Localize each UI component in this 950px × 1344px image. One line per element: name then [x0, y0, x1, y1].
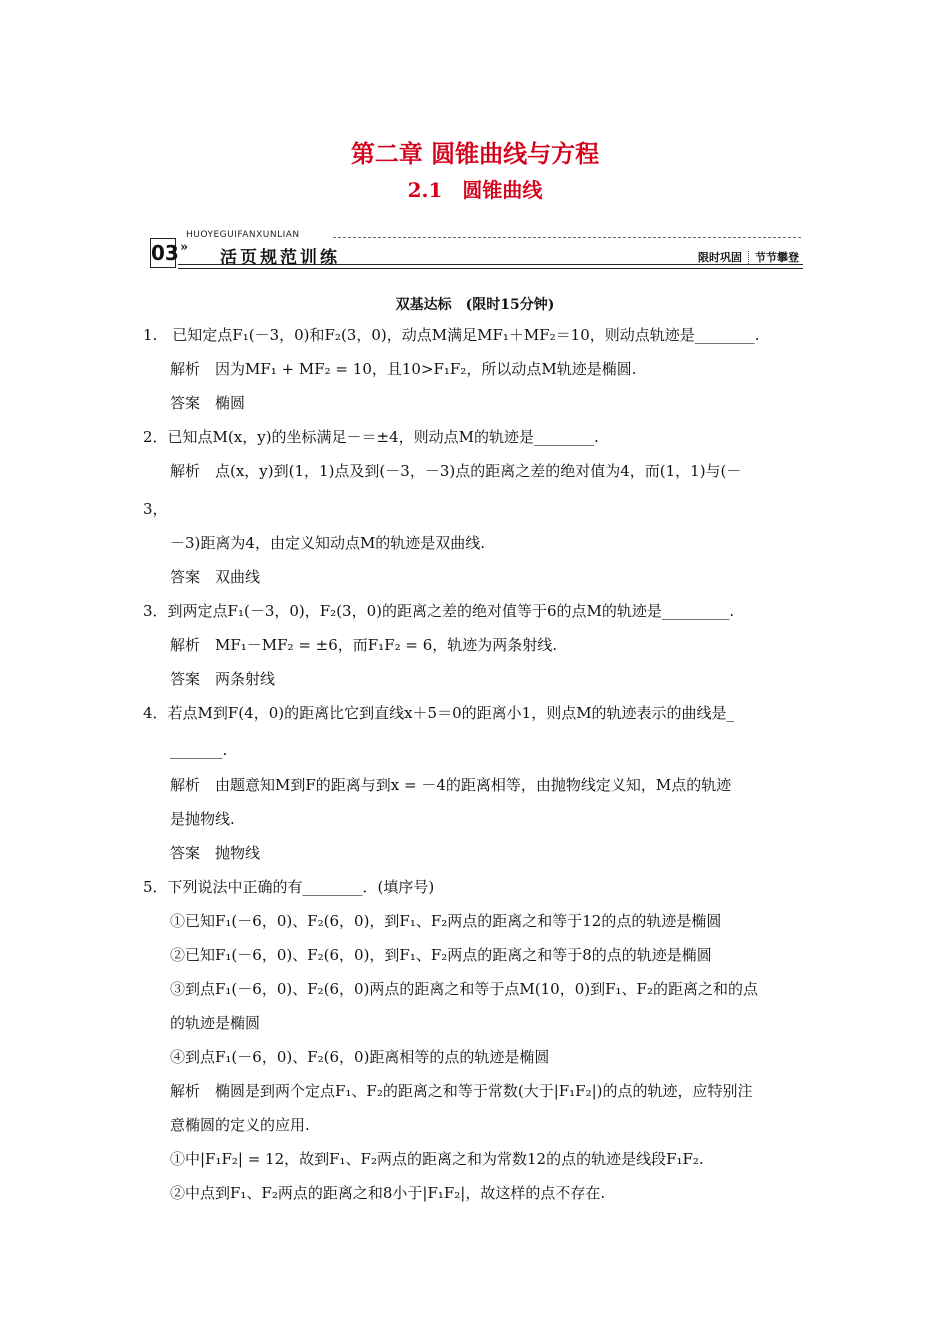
- analysis-2: 解析 点(x，y)到(1，1)点及到(－3，－3)点的距离之差的绝对值为4，而(1，1)与(－: [170, 462, 742, 480]
- question-3: 3．到两定点F₁(－3，0)，F₂(3，0)的距离之差的绝对值等于6的点M的轨迹是_________.: [143, 602, 735, 620]
- banner-tagline-right: 节节攀登: [755, 251, 799, 264]
- banner-rule: [178, 264, 803, 265]
- analysis-5-item-2: ②中点到F₁、F₂两点的距离之和8小于|F₁F₂|，故这样的点不存在.: [170, 1184, 606, 1202]
- answer-1: 答案 椭圆: [170, 394, 246, 412]
- answer-2: 答案 双曲线: [170, 568, 261, 586]
- banner-caption: HUOYEGUIFANXUNLIAN: [186, 230, 300, 240]
- analysis-5-cont: 意椭圆的定义的应用.: [170, 1116, 310, 1134]
- analysis-2-cont: －3)距离为4，由定义知动点M的轨迹是双曲线.: [170, 534, 486, 552]
- answer-4: 答案 抛物线: [170, 844, 261, 862]
- analysis-5-item-1: ①中|F₁F₂| = 12，故到F₁、F₂两点的距离之和为常数12的点的轨迹是线段F₁F₂.: [170, 1150, 704, 1168]
- option-3-cont: 的轨迹是椭圆: [170, 1014, 261, 1032]
- banner-title: 活页规范训练: [220, 248, 340, 268]
- exercise-banner: [148, 230, 803, 270]
- chapter-title: 第二章 圆锥曲线与方程: [350, 139, 600, 168]
- option-2: ②已知F₁(－6，0)、F₂(6，0)，到F₁、F₂两点的距离之和等于8的点的轨迹是椭圆: [170, 946, 712, 964]
- analysis-4: 解析 由题意知M到F的距离与到x = －4的距离相等，由抛物线定义知，M点的轨迹: [170, 776, 732, 794]
- question-5: 5．下列说法中正确的有________．(填序号): [143, 878, 435, 896]
- section-title: 2.1 圆锥曲线: [407, 178, 543, 202]
- option-1: ①已知F₁(－6，0)、F₂(6，0)，到F₁、F₂两点的距离之和等于12的点的轨迹是椭圆: [170, 912, 722, 930]
- question-4: 4．若点M到F(4，0)的距离比它到直线x＋5＝0的距离小1，则点M的轨迹表示的曲线是_: [143, 704, 735, 722]
- analysis-3: 解析 MF₁－MF₂ = ±6，而F₁F₂ = 6，轨迹为两条射线.: [170, 636, 558, 654]
- banner-rule-thin: [178, 268, 803, 269]
- analysis-5: 解析 椭圆是到两个定点F₁、F₂的距离之和等于常数(大于|F₁F₂|)的点的轨迹，应特别注: [170, 1082, 753, 1100]
- double-arrow-icon: »: [180, 240, 189, 255]
- question-1: 1. 已知定点F₁(－3，0)和F₂(3，0)，动点M满足MF₁＋MF₂＝10，则动点轨迹是________.: [143, 326, 760, 344]
- analysis-4-cont: 是抛物线.: [170, 810, 235, 828]
- section-subheading: 双基达标 (限时15分钟): [395, 297, 555, 313]
- banner-number: 03: [150, 238, 176, 268]
- analysis-2-wrap: 3，: [143, 500, 168, 518]
- option-3: ③到点F₁(－6，0)、F₂(6，0)两点的距离之和等于点M(10，0)到F₁、F₂的距离之和的点: [170, 980, 758, 998]
- banner-dashed-rule: [333, 237, 801, 238]
- banner-tagline: [698, 249, 799, 265]
- question-2: 2．已知点M(x，y)的坐标满足－＝±4，则动点M的轨迹是________.: [143, 428, 599, 446]
- answer-3: 答案 两条射线: [170, 670, 276, 688]
- question-4-wrap: _______.: [170, 741, 228, 759]
- banner-tagline-left: 限时巩固: [698, 251, 742, 264]
- analysis-1: 解析 因为MF₁ + MF₂ = 10，且10>F₁F₂，所以动点M轨迹是椭圆.: [170, 360, 637, 378]
- option-4: ④到点F₁(－6，0)、F₂(6，0)距离相等的点的轨迹是椭圆: [170, 1048, 550, 1066]
